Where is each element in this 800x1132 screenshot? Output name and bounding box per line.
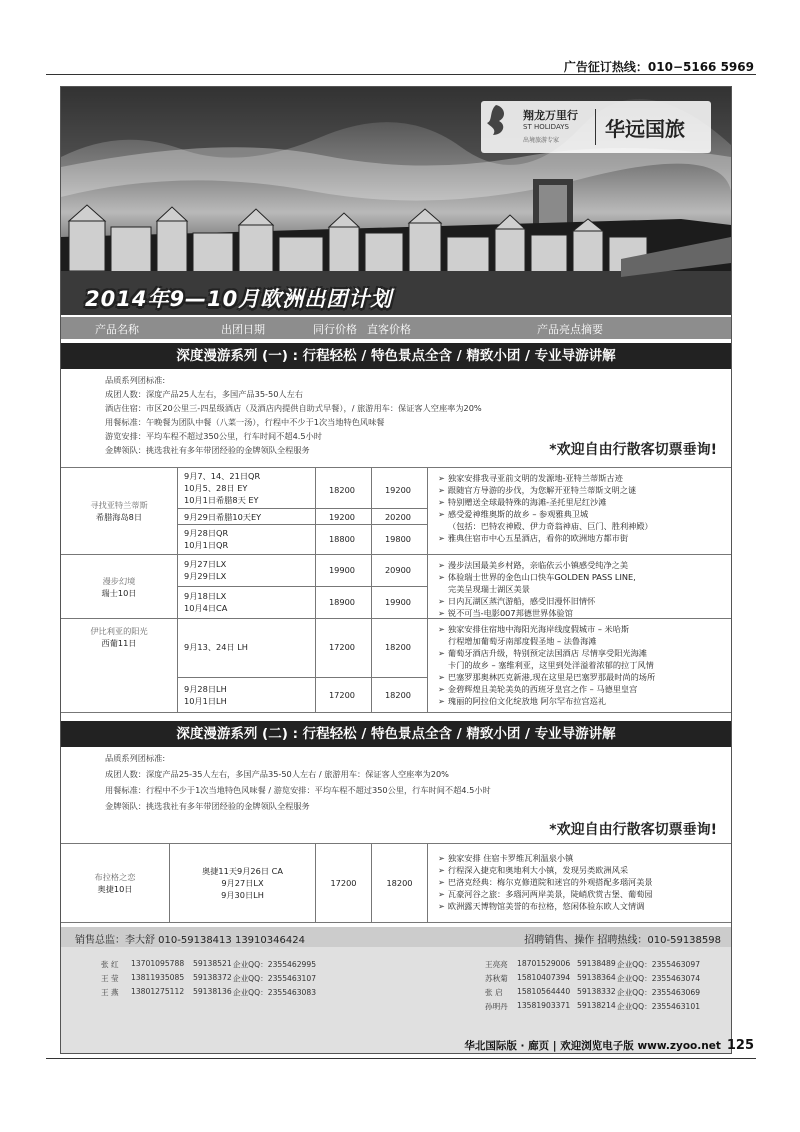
product-name	[61, 619, 177, 712]
top-divider	[46, 74, 756, 75]
column-header	[61, 317, 731, 339]
page-number: 125	[726, 1038, 754, 1053]
retail-price-cell	[371, 555, 427, 618]
departure-date: 10月5、28日 EY	[184, 483, 248, 493]
peer-price-cell	[315, 619, 371, 712]
highlight-item: ➢ 独家安排住宿地中海阳光海岸线度假城市 – 米哈斯	[438, 623, 731, 635]
peer-price-cell	[315, 555, 371, 618]
product-name	[61, 844, 169, 922]
contact-name: 张 红	[101, 960, 119, 969]
highlight-item: ➢ 瓦豪河谷之旅：多瑙河两岸美景，陡峭欣赏古堡、葡萄园	[438, 888, 731, 900]
highlight-item: ➢ 锐不可当-电影007邦德世界体验馆	[438, 607, 731, 619]
recruitment: 招聘销售、操作 招聘热线：010-59138598	[524, 935, 721, 946]
standard-line: 用餐标准：行程中不少于1次当地特色风味餐 / 游览安排：平均车程不超过350公里，行车时间不超4.5小时	[105, 785, 491, 795]
highlights-cell	[427, 619, 731, 712]
highlight-item: 行程增加葡萄牙南部度假圣地 – 法鲁海滩	[448, 636, 597, 646]
contact-phone: 59138489	[577, 959, 616, 968]
contact-name: 张 启	[485, 988, 503, 997]
retail-price-cell	[371, 468, 427, 554]
sales-footer	[61, 927, 731, 947]
contact-qq: 企业QQ：2355462995	[233, 960, 317, 969]
retail-price: 19900	[384, 597, 412, 607]
highlight-item: ➢ 独家安排 住宿卡罗维瓦利温泉小镇	[438, 852, 731, 864]
retail-price: 19800	[384, 534, 412, 544]
logo-slogan: 出境旅游专家	[523, 137, 560, 144]
product-title: 奥捷10日	[97, 884, 133, 894]
sales-director: 销售总监：李大舒 010-59138413 13910346424	[75, 935, 305, 946]
dates-cell	[177, 555, 315, 618]
standards-label: 品质系列团标准:	[105, 753, 166, 763]
highlight-item: ➢ 欧洲露天博物馆美誉的布拉格，悠闲体验东欧人文情调	[438, 900, 731, 912]
highlight-item: ➢ 漫步法国最美乡村路，亲临依云小镇感受纯净之美	[438, 559, 731, 571]
departure-date: 9月27日LX	[184, 559, 227, 569]
product-title: 瑞士10日	[101, 587, 137, 598]
peer-price: 18900	[328, 597, 356, 607]
departure-date: 10月1日QR	[184, 540, 229, 550]
logo-english-text: ST HOLIDAYS	[523, 123, 569, 131]
standards-label: 品质系列团标准:	[105, 375, 166, 385]
peer-price: 19900	[328, 565, 356, 575]
highlight-item: （包括：巴特农神殿、伊力奇翁神庙、巨门、胜利神殿）	[448, 521, 653, 531]
highlight-item: 完美呈现瑞士湖区美景	[448, 584, 530, 594]
contact-name: 王 莹	[101, 974, 119, 983]
peer-price-cell	[315, 468, 371, 554]
series1-title: 深度漫游系列 (一) : 行程轻松 / 特色景点全含 / 精致小团 / 专业导游讲解	[61, 343, 731, 369]
col-dates: 出团日期	[221, 323, 265, 336]
contact-mobile: 15810564440	[517, 987, 571, 996]
contact-qq: 企业QQ：2355463097	[617, 960, 701, 969]
peer-price: 17200	[330, 878, 357, 888]
departure-date: 9月27日LX	[221, 878, 264, 888]
highlight-item: ➢ 跟随官方导游的步伐，为您解开亚特兰蒂斯文明之谜	[438, 484, 731, 496]
departure-date: 9月7、14、21日QR	[184, 471, 261, 481]
standard-line: 用餐标准：午晚餐为团队中餐（八菜一汤），行程中不少于1次当地特色风味餐	[105, 417, 385, 427]
contact-name: 王 燕	[101, 988, 119, 997]
peer-price: 18200	[328, 485, 356, 495]
contact-qq: 企业QQ：2355463107	[233, 974, 317, 983]
product-name	[61, 468, 177, 554]
series2-title: 深度漫游系列 (二) : 行程轻松 / 特色景点全含 / 精致小团 / 专业导游讲解	[61, 721, 731, 747]
col-peer-price: 同行价格	[313, 323, 357, 336]
dates-cell	[169, 844, 315, 922]
departure-date: 9月29日希腊10天EY	[184, 512, 262, 522]
standard-line: 成团人数：深度产品25人左右，多国产品35-50人左右	[105, 389, 303, 399]
peer-price: 17200	[328, 642, 356, 652]
product-subtitle: 伊比利亚的阳光	[90, 626, 148, 636]
departure-date: 10月4日CA	[184, 603, 228, 613]
bottom-divider	[46, 1058, 756, 1059]
standard-line: 成团人数：深度产品25-35人左右，多国产品35-50人左右 / 旅游用车：保证客人空座率为20%	[105, 769, 449, 779]
highlight-item: ➢ 日内瓦湖区蒸汽游船，感受旧漫怀旧情怀	[438, 595, 731, 607]
contact-name: 孙明丹	[485, 1002, 508, 1011]
contact-mobile: 13581903371	[517, 1001, 571, 1010]
retail-price-cell	[371, 619, 427, 712]
contact-phone: 59138521	[193, 959, 232, 968]
highlight-item: ➢ 独家安排我寻亚前文明的发源地-亚特兰蒂斯古迹	[438, 472, 731, 484]
retail-price: 20900	[384, 565, 412, 575]
dragon-logo-icon	[481, 101, 511, 139]
departure-date: 9月30日LH	[221, 890, 264, 900]
peer-price-cell	[315, 844, 371, 922]
brand-name: 华远国旅	[605, 117, 685, 141]
product-title: 希腊海岛8日	[95, 512, 143, 522]
retail-price: 20200	[384, 512, 412, 522]
product-row-prague	[61, 843, 731, 923]
product-subtitle: 漫步幻境	[102, 575, 136, 586]
welcome-inquiry: *欢迎自由行散客切票垂询!	[549, 442, 717, 458]
travel-advertisement	[60, 86, 732, 1054]
departure-date: 奥捷11天9月26日 CA	[202, 866, 283, 876]
contact-phone: 59138214	[577, 1001, 616, 1010]
highlights-cell	[427, 468, 731, 554]
publication-info: 华北国际版 · 廊页 | 欢迎浏览电子版 www.zyoo.net	[464, 1040, 721, 1052]
product-name	[61, 555, 177, 618]
contact-name: 苏秋菊	[485, 974, 508, 983]
departure-date: 9月28日LH	[184, 684, 227, 694]
peer-price: 18800	[328, 534, 356, 544]
contact-mobile: 13811935085	[131, 973, 185, 982]
banner	[61, 87, 731, 315]
standard-line: 游览安排：平均车程不超过350公里，行车时间不超4.5小时	[105, 431, 322, 441]
logo-panel	[481, 101, 711, 153]
highlight-item: ➢ 特别赠送全球最特殊的海滩-圣托里尼红沙滩	[438, 496, 731, 508]
product-title: 西葡11日	[101, 638, 137, 648]
product-row-greece	[61, 467, 731, 555]
departure-date: 9月13、24日 LH	[184, 642, 248, 652]
retail-price-cell	[371, 844, 427, 922]
highlight-item: ➢ 雅典住宿市中心五星酒店，看你的欧洲地方都市街	[438, 532, 731, 544]
departure-date: 10月1日LH	[184, 696, 227, 706]
retail-price: 19200	[384, 485, 412, 495]
contact-qq: 企业QQ：2355463074	[617, 974, 701, 983]
series2-standards	[61, 751, 731, 811]
peer-price: 19200	[328, 512, 356, 522]
departure-date: 9月28日QR	[184, 528, 229, 538]
highlight-item: ➢ 金碧辉煌且美轮美奂的西班牙皇宫之作 – 马德里皇宫	[438, 683, 731, 695]
welcome-inquiry: *欢迎自由行散客切票垂询!	[549, 822, 717, 838]
col-retail-price: 直客价格	[367, 323, 411, 336]
highlight-item: ➢ 巴洛克经典：梅尔克修道院和迷宫的外观搭配多瑙河美景	[438, 876, 731, 888]
highlights-cell	[427, 844, 731, 922]
departure-date: 10月1日希腊8天 EY	[184, 495, 259, 505]
contact-phone: 59138372	[193, 973, 232, 982]
logo-separator	[595, 109, 596, 145]
contact-mobile: 13801275112	[131, 987, 185, 996]
product-row-swiss	[61, 555, 731, 619]
standard-line: 金牌领队：挑选我社有多年带团经验的金牌领队全程服务	[105, 445, 310, 455]
highlight-item: ➢ 巴塞罗那奥林匹克新港,现在这里是巴塞罗那最时尚的场所	[438, 671, 731, 683]
col-product: 产品名称	[95, 323, 139, 336]
contact-qq: 企业QQ：2355463101	[617, 1002, 701, 1011]
departure-date: 9月29日LX	[184, 571, 227, 581]
departure-date: 9月18日LX	[184, 591, 227, 601]
dates-cell	[177, 468, 315, 554]
col-highlights: 产品亮点摘要	[537, 323, 603, 336]
contact-phone: 59138136	[193, 987, 232, 996]
highlights-cell	[427, 555, 731, 618]
highlight-item: ➢ 感受爱神维奥斯的故乡 – 参观雅典卫城	[438, 508, 731, 520]
highlight-item: 卡门的故乡 – 塞维利亚，这里到处洋溢着浓郁的拉丁风情	[448, 660, 654, 670]
contact-phone: 59138364	[577, 973, 616, 982]
dates-cell	[177, 619, 315, 712]
retail-price: 18200	[384, 690, 412, 700]
highlight-item: ➢ 葡萄牙酒店升级，特别预定法国酒店 尽情享受阳光海滩	[438, 647, 731, 659]
contact-mobile: 15810407394	[517, 973, 571, 982]
product-subtitle: 布拉格之恋	[94, 872, 136, 882]
contact-qq: 企业QQ：2355463069	[617, 988, 701, 997]
product-row-iberia	[61, 619, 731, 713]
plan-title: 2014年9—10月欧洲出团计划	[85, 287, 393, 311]
contact-phone: 59138332	[577, 987, 616, 996]
ad-hotline: 广告征订热线：010−5166 5969	[563, 60, 754, 74]
product-subtitle: 寻找亚特兰蒂斯	[90, 500, 148, 510]
contact-mobile: 13701095788	[131, 959, 185, 968]
logo-chinese-text: 翔龙万里行	[523, 109, 578, 122]
highlight-item: ➢ 体验瑞士世界的金色山口快车GOLDEN PASS LINE,	[438, 571, 731, 583]
standard-line: 金牌领队：挑选我社有多年带团经验的金牌领队全程服务	[105, 801, 310, 811]
highlight-item: ➢ 行程深入捷克和奥地利大小镇，发现另类欧洲风采	[438, 864, 731, 876]
contact-name: 王亮亮	[485, 960, 508, 969]
retail-price: 18200	[386, 878, 413, 888]
page-footer	[464, 1038, 754, 1053]
contact-qq: 企业QQ：2355463083	[233, 988, 317, 997]
retail-price: 18200	[384, 642, 412, 652]
contact-mobile: 18701529006	[517, 959, 571, 968]
highlight-item: ➢ 瑰丽的阿拉伯文化绽放地 阿尔罕布拉宫巡礼	[438, 695, 731, 707]
standard-line: 酒店住宿：市区20公里三-四星级酒店（及酒店内提供自助式早餐），/ 旅游用车：保证客人空座率为20%	[105, 403, 482, 413]
peer-price: 17200	[328, 690, 356, 700]
